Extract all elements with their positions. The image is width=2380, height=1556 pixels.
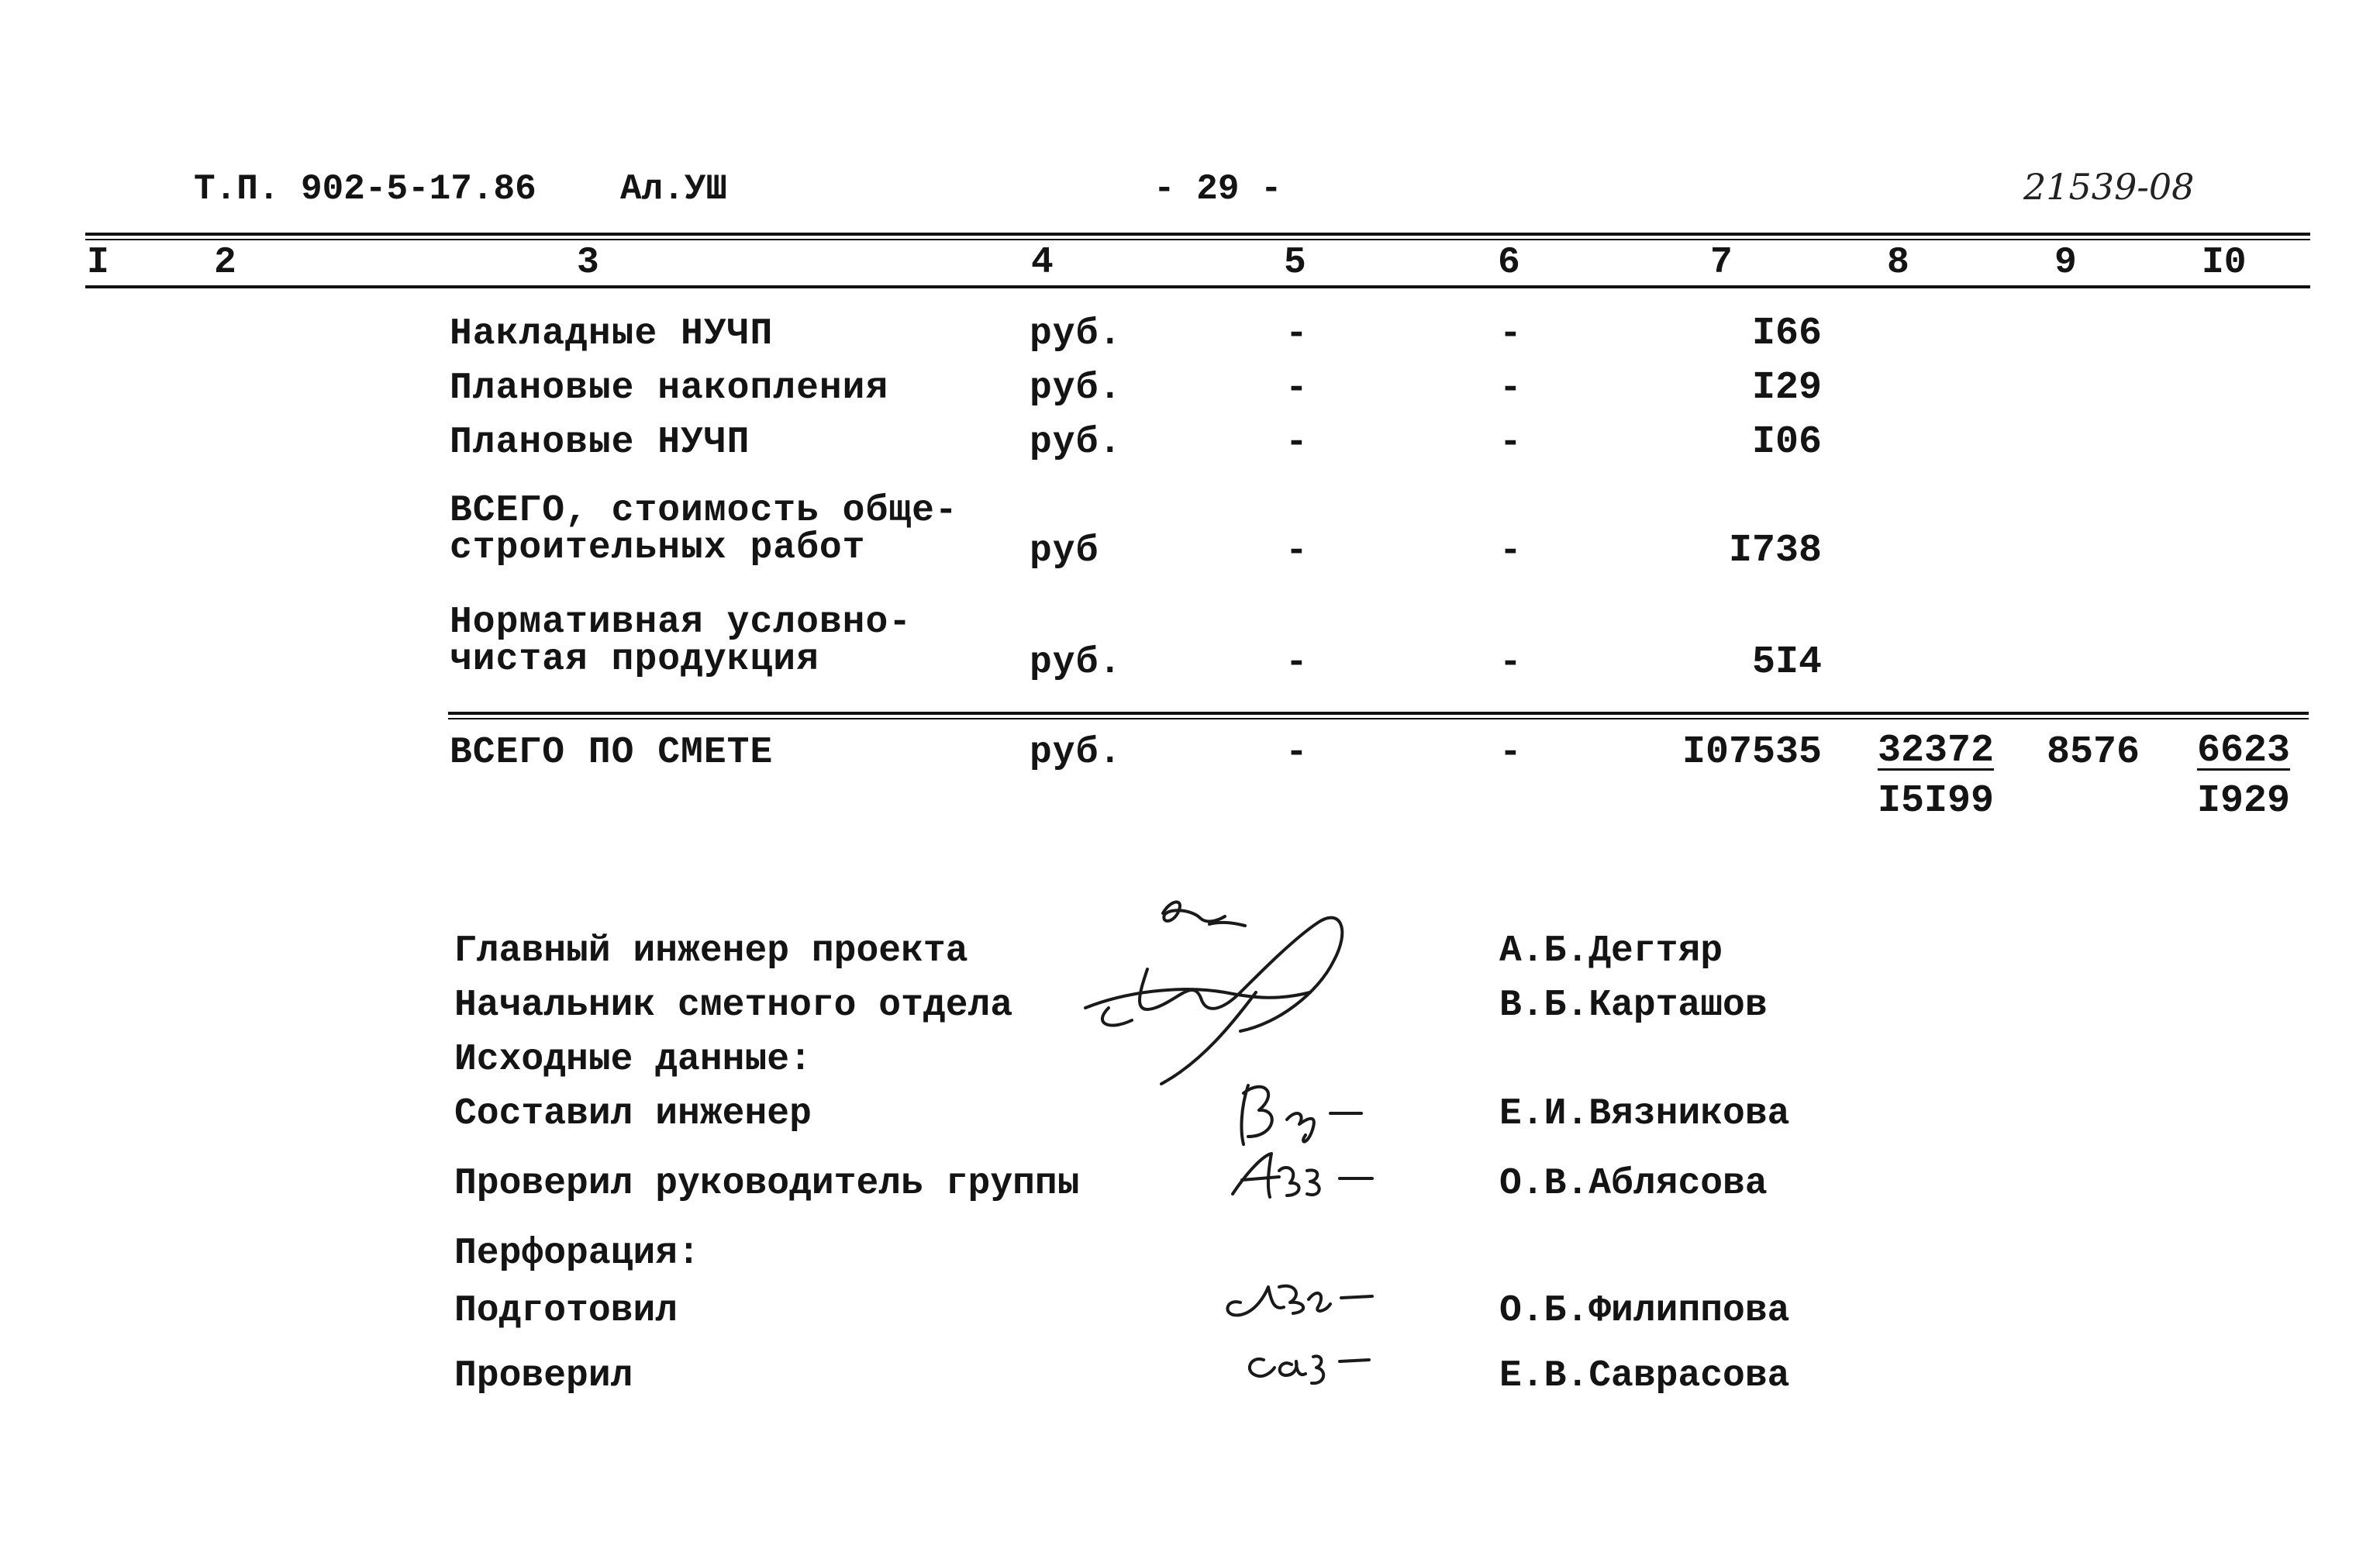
signature-stroke [1227,1287,1284,1315]
signature-section-label: Перфорация: [454,1233,700,1275]
row-item-name-cont: строительных работ [450,527,866,569]
signature-stroke [1280,1361,1306,1375]
row-unit: руб [1030,530,1099,572]
signature-section-label: Исходные данные: [454,1039,812,1081]
row-col7-value: 5I4 [1751,640,1822,685]
signature-role: Проверил руководитель группы [454,1163,1080,1205]
total-col5: - [1285,732,1309,774]
total-col10-fraction [2197,729,2290,823]
header-top-rule [85,233,2310,236]
row-unit: руб. [1030,422,1123,464]
signature-role: Главный инженер проекта [454,930,968,972]
signature-stroke [1312,1356,1323,1383]
document-code: Т.П. 902-5-17.86 [194,169,536,209]
total-rule-thin [448,718,2309,719]
signature-stroke [1233,1154,1279,1197]
signature-name: О.Б.Филиппова [1499,1290,1790,1332]
row-col6: - [1499,530,1523,572]
signature-name: Е.В.Саврасова [1499,1355,1790,1397]
signature-stroke [1209,923,1245,926]
signature-role: Проверил [454,1355,633,1397]
row-col7-value: I06 [1751,420,1822,464]
total-col8-bottom: I5I99 [1878,779,1995,823]
signature-scribble-chief-engineer [1062,876,1434,1085]
header-top-rule-thin [85,239,2310,240]
signature-stroke [1307,1170,1319,1195]
signature-role: Начальник сметного отдела [454,985,1013,1026]
signature-scribble-checked [1233,1333,1388,1396]
total-col9-value: 8576 [2047,730,2140,775]
total-col10-bottom: I929 [2197,779,2291,823]
signature-scribble-prepared [1209,1264,1388,1333]
signature-scribble-group-lead [1225,1140,1395,1209]
column-number: 9 [2054,242,2077,284]
header-bottom-rule [85,285,2310,288]
total-col8-top: 32372 [1878,729,1995,773]
signature-stroke [1250,1359,1275,1376]
row-col7-value: I738 [1728,529,1822,573]
row-col5: - [1285,642,1309,684]
album-label: Ал.УШ [620,169,728,209]
row-item-name: Плановые накопления [450,367,889,409]
row-col6: - [1499,422,1523,464]
total-col8-fraction [1878,729,1994,823]
signature-stroke [1240,918,1342,1031]
signature-name: О.В.Аблясова [1499,1163,1768,1205]
signature-stroke [1279,1286,1303,1313]
column-number: 8 [1887,242,1909,284]
signature-role: Составил инженер [454,1093,812,1135]
column-number: 3 [577,242,599,284]
row-item-name: ВСЕГО, стоимость обще- [450,490,958,532]
row-item-name: Плановые НУЧП [450,422,750,464]
total-col6: - [1499,732,1523,774]
signature-stroke [1279,1168,1299,1195]
signature-stroke [1163,902,1225,921]
column-number: 7 [1710,242,1733,284]
row-item-name: Накладные НУЧП [450,313,774,355]
column-number: 5 [1284,242,1306,284]
total-rule [448,712,2309,715]
row-col6: - [1499,642,1523,684]
row-col5: - [1285,422,1309,464]
row-unit: руб. [1030,367,1123,409]
column-number: I [87,242,109,284]
inventory-number: 21539-08 [2023,166,2195,208]
total-unit: руб. [1030,732,1123,774]
signature-stroke [1102,1008,1132,1026]
signature-name: В.Б.Карташов [1499,985,1768,1026]
total-label: ВСЕГО ПО СМЕТЕ [450,732,774,774]
signature-stroke [1341,1296,1372,1298]
row-item-name: Нормативная условно- [450,602,912,643]
column-number: I0 [2202,242,2247,284]
row-col7-value: I29 [1751,366,1822,410]
row-unit: руб. [1030,642,1123,684]
row-col6: - [1499,313,1523,355]
row-unit: руб. [1030,313,1123,355]
column-number: 2 [214,242,236,284]
signature-stroke [1242,1085,1272,1144]
row-col5: - [1285,530,1309,572]
signature-name: Е.И.Вязникова [1499,1093,1790,1135]
signature-stroke [1309,1293,1330,1311]
row-col5: - [1285,313,1309,355]
column-number: 6 [1498,242,1520,284]
row-col6: - [1499,367,1523,409]
total-col10-top: 6623 [2197,729,2291,773]
row-item-name-cont: чистая продукция [450,639,819,681]
column-number: 4 [1031,242,1054,284]
page-number: - 29 - [1154,169,1282,209]
row-col7-value: I66 [1751,312,1822,356]
signature-name: А.Б.Дегтяр [1499,930,1723,972]
signature-stroke [1340,1360,1369,1361]
row-col5: - [1285,367,1309,409]
total-col7-value: I07535 [1682,730,1822,775]
signature-role: Подготовил [454,1290,678,1332]
signature-stroke [1287,1113,1314,1142]
signature-stroke [1140,969,1240,1009]
